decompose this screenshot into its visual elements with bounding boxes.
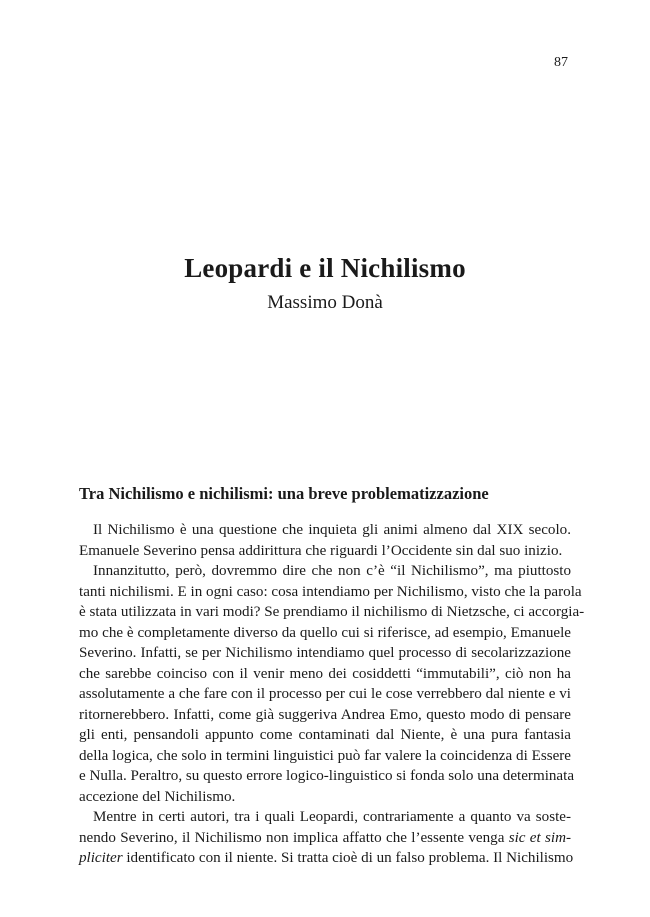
chapter-title: Leopardi e il Nichilismo [184, 253, 466, 283]
paragraph-line: della logica, che solo in termini linguistici può far valere la coincidenza di Essere [79, 747, 571, 764]
italic-phrase: sic et sim- [508, 829, 571, 846]
paragraph-line [79, 848, 574, 869]
body-text [79, 520, 585, 869]
paragraph-line: assolutamente a che fare con il processo per cui le cose verrebbero dal niente e vi [79, 686, 571, 702]
italic-phrase: pliciter [79, 850, 123, 866]
page-number: 87 [554, 55, 568, 70]
paragraph-line: Il Nichilismo è una questione che inquieta gli animi almeno dal XIX secolo. [93, 522, 571, 538]
paragraph-line: tanti nichilismi. E in ogni caso: cosa intendiamo per Nichilismo, visto che la parola [79, 583, 582, 600]
paragraph-line: Emanuele Severino pensa addirittura che riguardi l’Occidente sin dal suo inizio. [79, 542, 563, 559]
paragraph-line: che sarebbe coinciso con il venir meno dei cosiddetti “immutabili”, ciò non ha [79, 665, 571, 682]
paragraph-line: Mentre in certi autori, tra i quali Leopardi, contrariamente a quanto va soste- [93, 809, 571, 825]
line-text: nendo Severino, il Nichilismo non implica affatto che l’essente venga [79, 829, 509, 846]
paragraph-line: è stata utilizzata in vari modi? Se prendiamo il nichilismo di Nietzsche, ci accorgia- [79, 604, 585, 620]
chapter-author: Massimo Donà [267, 292, 383, 313]
paragraph-line: ritornerebbero. Infatti, come già suggeriva Andrea Emo, questo modo di pensare [79, 706, 571, 723]
paragraph-line: accezione del Nichilismo. [79, 788, 236, 805]
section-heading: Tra Nichilismo e nichilismi: una breve problematizzazione [79, 484, 489, 503]
paragraph-line: Severino. Infatti, se per Nichilismo intendiamo quel processo di secolarizzazione [79, 645, 571, 661]
line-text: identificato con il niente. Si tratta cioè di un falso problema. Il Nichilismo [122, 850, 574, 866]
paragraph-line: gli enti, pensandoli appunto come contaminati dal Niente, è una pura fantasia [79, 727, 571, 743]
paragraph-line: mo che è completamente diverso da quello cui si riferisce, ad esempio, Emanuele [79, 624, 571, 641]
paragraph-line [79, 828, 571, 849]
paragraph-line: Innanzitutto, però, dovremmo dire che non c’è “il Nichilismo”, ma piuttosto [93, 563, 571, 579]
paragraph-line: e Nulla. Peraltro, su questo errore logico-linguistico si fonda solo una determinata [79, 768, 575, 784]
